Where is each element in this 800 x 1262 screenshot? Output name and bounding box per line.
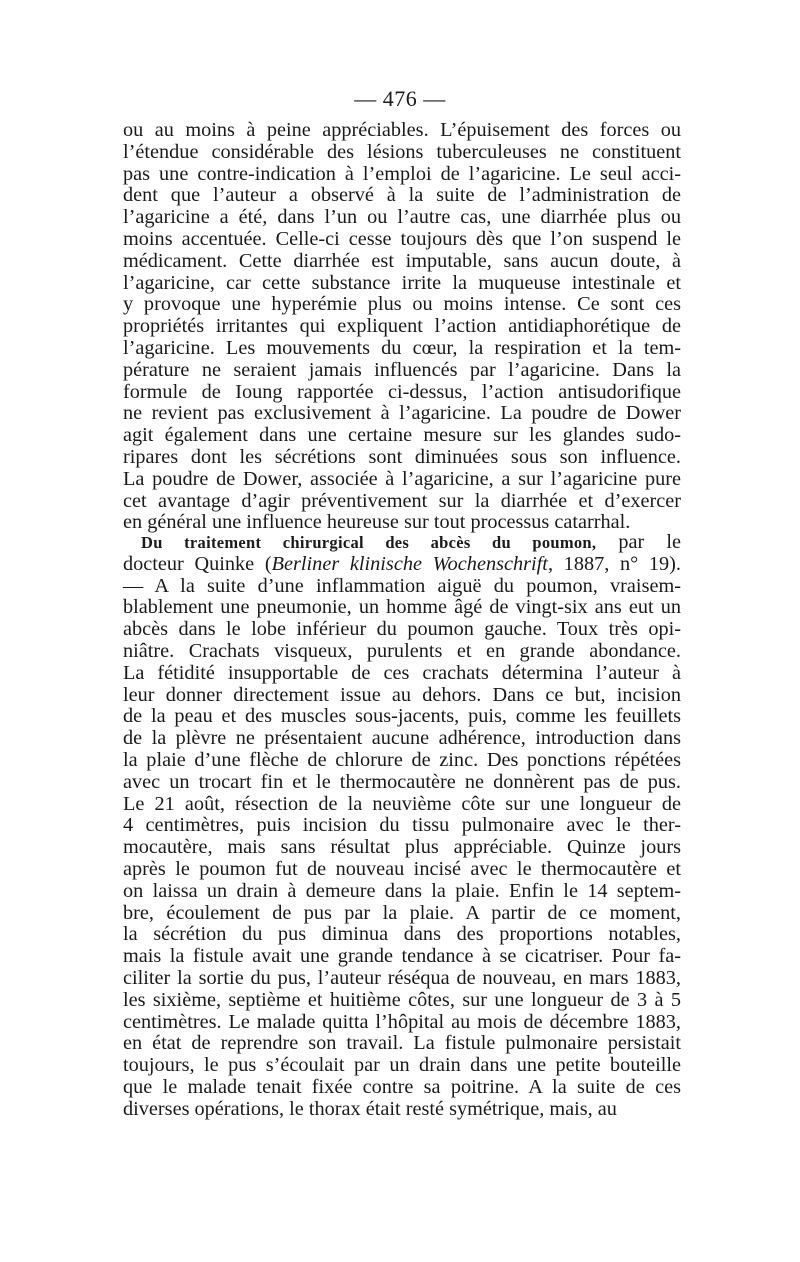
text-line: — A la suite d’une inflammation aiguë du poumon, vraisem- bbox=[123, 574, 681, 597]
text-line: l’agaricine, car cette substance irrite la muqueuse intestinale et bbox=[123, 271, 681, 294]
text-line: de la plèvre ne présentaient aucune adhérence, introduction dans bbox=[123, 727, 681, 750]
text-line: on laissa un drain à demeure dans la plaie. Enfin le 14 septem- bbox=[123, 879, 681, 902]
text-line: abcès dans le lobe inférieur du poumon gauche. Toux très opi- bbox=[123, 618, 681, 641]
text-line: de la peau et des muscles sous-jacents, puis, comme les feuillets bbox=[123, 705, 681, 728]
citation-journal: Berliner klinische Wochenschrift bbox=[271, 552, 548, 575]
text-line: 4 centimètres, puis incision du tissu pulmonaire avec le ther- bbox=[123, 814, 681, 837]
text-line: la sécrétion du pus diminua dans des proportions notables, bbox=[123, 923, 681, 946]
text-line: agit également dans une certaine mesure sur les glandes sudo- bbox=[123, 424, 681, 447]
text-line: dent que l’auteur a observé à la suite de l’administration de bbox=[123, 184, 681, 207]
text-line: pas une contre-indication à l’emploi de l’agaricine. Le seul acci- bbox=[123, 162, 681, 185]
text-line: l’agaricine. Les mouvements du cœur, la respiration et la tem- bbox=[123, 336, 681, 359]
text-line: ripares dont les sécrétions sont diminuées sous son influence. bbox=[123, 445, 681, 468]
text-line: la plaie d’une flèche de chlorure de zinc. Des ponctions répétées bbox=[123, 748, 681, 771]
text-line: l’agaricine a été, dans l’un ou l’autre cas, une diarrhée plus ou bbox=[123, 206, 681, 229]
article-body bbox=[123, 576, 681, 1121]
text-line: après le poumon fut de nouveau incisé avec le thermocautère et bbox=[123, 857, 681, 880]
text-line: l’étendue considérable des lésions tuberculeuses ne constituent bbox=[123, 140, 681, 163]
text-line: La fétidité insupportable de ces crachats détermina l’auteur à bbox=[123, 661, 681, 684]
article-heading: Du traitement chirurgical des abcès du poumon, bbox=[141, 533, 597, 552]
text-line: formule de Ioung rapportée ci-dessus, l’action antisudorifique bbox=[123, 380, 681, 403]
text-line: en état de reprendre son travail. La fistule pulmonaire persistait bbox=[123, 1032, 681, 1055]
text-line: propriétés irritantes qui expliquent l’action antidiaphorétique de bbox=[123, 315, 681, 338]
text-line: ciliter la sortie du pus, l’auteur réséqua de nouveau, en mars 1883, bbox=[123, 966, 681, 989]
text-line: toujours, le pus s’écoulait par un drain dans une petite bouteille bbox=[123, 1054, 681, 1077]
text-line: Le 21 août, résection de la neuvième côte sur une longueur de bbox=[123, 792, 681, 815]
citation-details: , 1887, n° 19). bbox=[547, 552, 682, 575]
text-line: blablement une pneumonie, un homme âgé de vingt-six ans eut un bbox=[123, 596, 681, 619]
text-line: médicament. Cette diarrhée est imputable, sans aucun doute, à bbox=[123, 249, 681, 272]
paragraph-agaricine bbox=[123, 120, 681, 534]
text-line: en général une influence heureuse sur tout processus catarrhal. bbox=[123, 511, 631, 534]
text-line: leur donner directement issue au dehors. Dans ce but, incision bbox=[123, 683, 681, 706]
article-heading-line bbox=[123, 532, 681, 554]
text-line: cet avantage d’agir préventivement sur la diarrhée et d’exercer bbox=[123, 489, 681, 512]
text-line: moins accentuée. Celle-ci cesse toujours dès que l’on suspend le bbox=[123, 227, 681, 250]
text-line: y provoque une hyperémie plus ou moins intense. Ce sont ces bbox=[123, 293, 681, 316]
citation-author: docteur Quinke ( bbox=[123, 552, 272, 575]
article-citation-line bbox=[123, 554, 681, 576]
text-line: diverses opérations, le thorax était resté symétrique, mais, au bbox=[123, 1097, 617, 1120]
text-line: mocautère, mais sans résultat plus appréciable. Quinze jours bbox=[123, 836, 681, 859]
text-line: mais la fistule avait une grande tendance à se cicatriser. Pour fa- bbox=[123, 945, 681, 968]
text-line: bre, écoulement de pus par la plaie. A partir de ce moment, bbox=[123, 901, 681, 924]
text-line: niâtre. Crachats visqueux, purulents et en grande abondance. bbox=[123, 639, 681, 662]
text-line: centimètres. Le malade quitta l’hôpital au mois de décembre 1883, bbox=[123, 1010, 681, 1033]
article-abces-poumon bbox=[123, 532, 681, 1121]
text-line: les sixième, septième et huitième côtes, sur une longueur de 3 à 5 bbox=[123, 988, 681, 1011]
article-heading-author-prefix: par le bbox=[596, 531, 681, 553]
text-line: ou au moins à peine appréciables. L’épuisement des forces ou bbox=[123, 119, 681, 141]
text-line: ne revient pas exclusivement à l’agaricine. La poudre de Dower bbox=[123, 402, 681, 425]
page-number: — 476 — bbox=[354, 86, 446, 111]
text-line: pérature ne seraient jamais influencés par l’agaricine. Dans la bbox=[123, 358, 681, 381]
text-line: que le malade tenait fixée contre sa poitrine. A la suite de ces bbox=[123, 1075, 681, 1098]
text-line: avec un trocart fin et le thermocautère ne donnèrent pas de pus. bbox=[123, 770, 681, 793]
text-line: La poudre de Dower, associée à l’agaricine, a sur l’agaricine pure bbox=[123, 467, 681, 490]
